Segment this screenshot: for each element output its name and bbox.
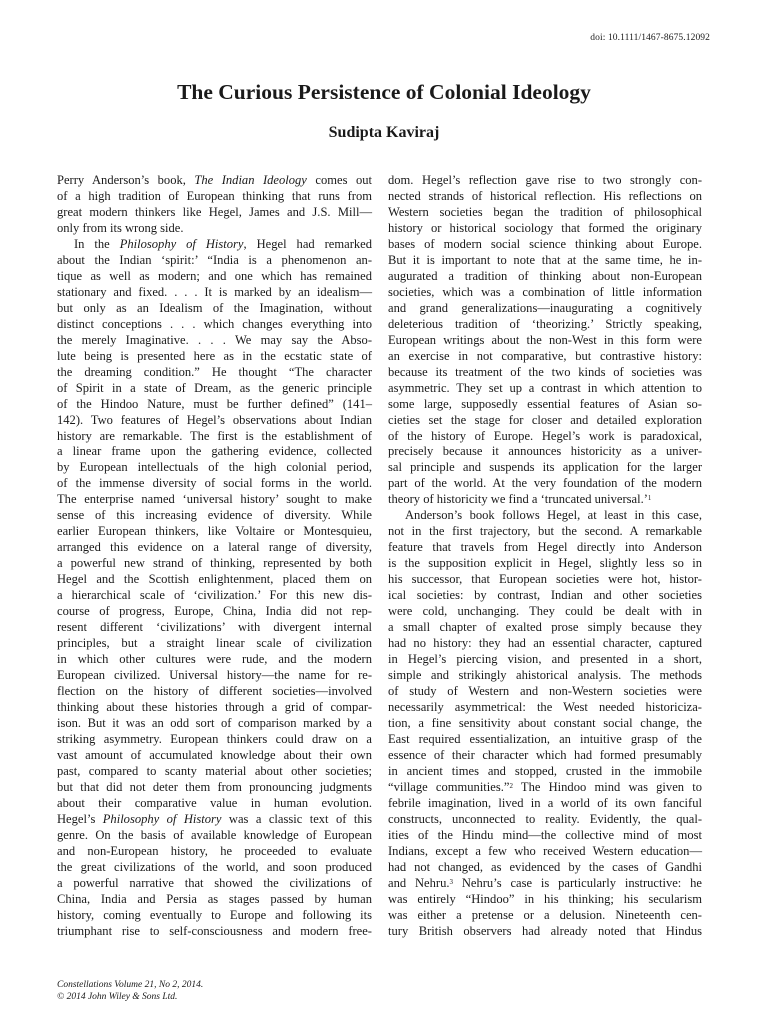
italic-title: Philosophy of History (119, 236, 244, 251)
text-line (388, 668, 702, 684)
text-line (57, 253, 372, 269)
text-line (388, 780, 702, 796)
text-segment: had no history: they had an essential character, captured (388, 636, 702, 651)
text-line (388, 173, 702, 189)
text-segment: but only as an Idealism of the Imagination, without (57, 300, 372, 315)
text-segment: tury British observers had already noted that Hindus (388, 923, 702, 938)
text-segment: deleterious tradition of ‘theorizing.’ Strictly speaking, (388, 316, 702, 331)
text-segment: dom. Hegel’s reflection gave rise to two strongly con- (388, 173, 702, 187)
text-segment: necessarily asymmetrical: the West needed historiciza- (388, 699, 702, 714)
text-line (57, 285, 372, 301)
text-segment: not in the first trajectory, but the second. A remarkable (388, 524, 702, 539)
text-line (388, 540, 702, 556)
text-line (388, 732, 702, 748)
text-segment: but that did not deter them from pronouncing judgments (57, 779, 372, 794)
text-segment: distinct conceptions . . . which changes everything into (57, 316, 372, 331)
text-line (388, 205, 702, 221)
text-line (388, 620, 702, 636)
text-segment: his successor, that European societies were hot, histor- (388, 572, 702, 587)
text-line (388, 221, 702, 237)
text-line (388, 684, 702, 700)
footnote-marker[interactable]: 3 (449, 877, 453, 886)
text-line (57, 572, 372, 588)
text-segment: precisely because it announces historicity as a univer- (388, 444, 702, 459)
text-segment: a linear frame upon the gathering evidence, collected (57, 444, 372, 459)
text-segment: principles, but a straight linear scale of civilization (57, 636, 372, 651)
text-segment: comes out (306, 173, 372, 187)
text-segment: bases of modern social science thinking about Europe. (388, 236, 702, 251)
text-segment: past, compared to scanty material about other societies; (57, 763, 372, 778)
text-line (57, 828, 372, 844)
text-segment: nected strands of historical reflection. His reflections on (388, 188, 702, 203)
text-line (57, 748, 372, 764)
text-segment: The enterprise named ‘universal history’ sought to make (57, 492, 372, 507)
text-segment: in which other cultures were rude, and the modern (57, 652, 372, 667)
text-segment: is the supposition explicit in Hegel, slightly less so in (388, 556, 702, 571)
text-segment: of the immense diversity of social forms in the world. (57, 476, 372, 491)
text-line (57, 205, 372, 221)
text-line (57, 429, 372, 445)
text-line (388, 365, 702, 381)
text-segment: arranged this evidence on a lateral range of diversity, (57, 540, 372, 555)
text-line (388, 508, 702, 524)
text-segment: Perry Anderson’s book, (57, 173, 195, 187)
article-author: Sudipta Kaviraj (328, 124, 440, 141)
text-segment: tique as well as modern; and one which has remained (57, 268, 372, 283)
text-line (388, 317, 702, 333)
text-line (57, 652, 372, 668)
text-segment: feature that travels from Hegel directly into Anderson (388, 540, 702, 555)
text-segment: of a high tradition of European thinking that runs from (57, 188, 372, 203)
text-segment: great modern thinkers like Hegel, James and J.S. Mill— (57, 204, 372, 219)
text-line (57, 189, 372, 205)
text-line (388, 876, 702, 892)
text-line (57, 636, 372, 652)
text-segment: flection on the history of different societies—involved (57, 684, 372, 698)
text-line (57, 301, 372, 317)
text-segment: Hegel and the Scottish enlightenment, placed them on (57, 572, 372, 587)
text-segment: the great civilizations of the world, and soon produced (57, 859, 372, 874)
text-segment: thinking about these histories through a grid of compar- (57, 699, 372, 714)
text-line (57, 476, 372, 492)
text-segment: 142). Two features of Hegel’s observations about Indian (57, 412, 372, 427)
text-segment: ical societies: by contrast, Indian and other societies (388, 588, 702, 603)
italic-title: Philosophy of History (102, 811, 222, 826)
text-line (57, 444, 372, 460)
text-line (57, 397, 372, 413)
text-line (388, 189, 702, 205)
text-line (388, 844, 702, 860)
footnote-marker[interactable]: 2 (509, 781, 513, 790)
text-line (57, 524, 372, 540)
text-line (388, 524, 702, 540)
text-segment: societies, which was a combination of little information (388, 284, 702, 299)
text-line (57, 876, 372, 892)
text-segment: history, coming eventually to Europe and following its (57, 907, 372, 922)
text-segment: genre. On the basis of available knowledge of European (57, 827, 372, 842)
text-segment: , Hegel had remarked (243, 236, 372, 251)
text-line (388, 333, 702, 349)
text-segment: some large, supposedly essential features of Asian so- (388, 396, 702, 411)
text-line (57, 413, 372, 429)
text-line (388, 237, 702, 253)
text-segment: The Hindoo mind was given to (512, 779, 702, 794)
text-line (388, 349, 702, 365)
text-line (388, 892, 702, 908)
footer (57, 980, 203, 1003)
text-segment: because its treatment of the two kinds of societies was (388, 364, 702, 379)
text-segment: simple and strikingly ahistorical analysis. The methods (388, 668, 702, 683)
text-segment: asymmetric. They set up a contrast in which attention to (388, 380, 702, 395)
text-segment: But it is important to note that at the same time, he in- (388, 252, 702, 267)
text-line (388, 764, 702, 780)
text-line (57, 333, 372, 349)
text-line (388, 413, 702, 429)
footer-copyright: © 2014 John Wiley & Sons Ltd. (57, 991, 178, 1002)
text-segment: was entirely “Hindoo” in his thinking; his secularism (388, 891, 702, 906)
footer-journal: Constellations Volume 21, No 2, 2014. (57, 980, 204, 990)
text-segment: China, India and Persia as stages passed by human (57, 891, 372, 906)
text-line (388, 269, 702, 285)
text-line (388, 556, 702, 572)
text-line (388, 429, 702, 445)
text-segment: febrile imagination, lived in a world of its own fanciful (388, 795, 702, 810)
text-segment: tion, a fine sensitivity about constant social change, the (388, 715, 702, 730)
text-segment: in Hegel’s piercing vision, and presented in a short, (388, 652, 702, 667)
text-line (388, 700, 702, 716)
text-segment: augurated a tradition of thinking about non-European (388, 268, 702, 283)
text-segment: and Nehru. (388, 875, 450, 890)
text-segment: about the Indian ‘spirit:’ “India is a phenomenon an- (57, 252, 372, 267)
text-line (388, 397, 702, 413)
text-segment: were cold, unchanging. They could be dealt with in (388, 604, 702, 619)
text-segment: had not changed, as evidenced by the cases of Gandhi (388, 859, 702, 874)
text-line (388, 748, 702, 764)
text-segment: a powerful new strand of thinking, represented by both (57, 556, 372, 571)
text-line (388, 492, 702, 508)
text-line (57, 365, 372, 381)
text-line (57, 492, 372, 508)
text-line (57, 237, 372, 253)
text-segment: triumphant rise to self-consciousness and modern free- (57, 923, 372, 938)
text-segment: stationary and fixed. . . . It is marked by an idealism— (57, 284, 372, 299)
text-segment: European writings about the non-West in this form were (388, 332, 702, 347)
text-segment: Hegel’s (57, 811, 103, 826)
text-segment: a small chapter of exalted prose simply because they (388, 620, 702, 635)
text-line (57, 620, 372, 636)
text-segment: earlier European thinkers, like Voltaire or Montesquieu, (57, 524, 372, 539)
text-segment: of Spirit in a state of Dream, as the generic principle (57, 380, 372, 395)
text-line (57, 173, 372, 189)
text-segment: a hierarchical scale of ‘civilization.’ For this new dis- (57, 588, 372, 603)
text-line (57, 796, 372, 812)
text-segment: was a classic text of this (221, 811, 372, 826)
text-line (388, 716, 702, 732)
text-line (57, 269, 372, 285)
text-line (57, 764, 372, 780)
text-segment: constructs, unconnected to reality. Evidently, the qual- (388, 811, 702, 826)
article-title: The Curious Persistence of Colonial Ideology (177, 80, 591, 104)
text-segment: of study of Western and non-Western societies were (388, 684, 702, 698)
text-line (388, 444, 702, 460)
text-line (57, 860, 372, 876)
text-segment: East required essentialization, an intuitive grasp of the (388, 731, 702, 746)
text-line (57, 604, 372, 620)
text-segment: lute being is presented here as in the ecstatic state of (57, 348, 372, 363)
text-line (388, 796, 702, 812)
left-column (57, 173, 372, 940)
text-segment: ison. But it was an odd sort of comparison marked by a (57, 715, 372, 730)
text-line (57, 588, 372, 604)
text-line (57, 844, 372, 860)
text-line (57, 540, 372, 556)
text-line (57, 381, 372, 397)
text-segment: about their comparative value in human evolution. (57, 795, 372, 810)
text-line (57, 684, 372, 700)
text-segment: an exercise in not comparative, but contrastive history: (388, 348, 702, 363)
text-line (388, 381, 702, 397)
text-line (57, 508, 372, 524)
text-line (388, 588, 702, 604)
text-line (57, 716, 372, 732)
text-line (57, 780, 372, 796)
text-line (57, 349, 372, 365)
text-line (388, 860, 702, 876)
right-column (388, 173, 702, 940)
text-segment: only from its wrong side. (57, 220, 184, 235)
text-segment: was either a pretense or a delusion. Nineteenth cen- (388, 907, 702, 922)
text-segment: history are remarkable. The first is the establishment of (57, 428, 372, 443)
text-segment: essence of their character which had formed presumably (388, 747, 702, 762)
text-segment: in ancient times and stopped, crusted in the immobile (388, 763, 702, 778)
text-segment: history or historical sociology that formed the originary (388, 220, 702, 235)
text-line (57, 317, 372, 333)
text-segment: and non-European history, he proceeded to evaluate (57, 843, 372, 858)
text-segment: Western societies began the tradition of philosophical (388, 204, 702, 219)
text-line (57, 556, 372, 572)
text-segment: and grand generalizations—inaugurating a cognitively (388, 300, 702, 315)
doi-label: doi: 10.1111/1467-8675.12092 (590, 33, 710, 43)
text-line (57, 668, 372, 684)
text-line (57, 732, 372, 748)
text-segment: of the history of Europe. Hegel’s work is paradoxical, (388, 428, 702, 443)
text-segment: Indians, except a few who received Western education— (388, 843, 702, 858)
text-line (388, 476, 702, 492)
text-segment: a powerful narrative that showed the civilizations of (57, 875, 372, 890)
text-line (388, 828, 702, 844)
text-segment: In the (74, 236, 120, 251)
text-segment: course of progress, Europe, China, India did not rep- (57, 604, 372, 619)
text-line (57, 221, 372, 237)
text-segment: sense of this increasing evidence of diversity. While (57, 508, 372, 523)
text-segment: of the Hindoo Nature, must be further defined” (141– (57, 396, 372, 411)
text-line (57, 908, 372, 924)
text-line (57, 812, 372, 828)
text-line (57, 460, 372, 476)
text-segment: by European intellectuals of the high colonial period, (57, 460, 372, 475)
text-line (388, 652, 702, 668)
italic-title: The Indian Ideology (194, 173, 307, 187)
text-segment: the dreaming condition.” He thought “The character (57, 364, 372, 379)
text-line (388, 604, 702, 620)
text-segment: theory of historicity we find a ‘truncated universal.’ (388, 492, 648, 507)
text-line (388, 924, 702, 940)
text-line (57, 892, 372, 908)
text-line (57, 700, 372, 716)
text-line (388, 285, 702, 301)
text-segment: vast amount of accumulated knowledge about their own (57, 747, 372, 762)
text-segment: Anderson’s book follows Hegel, at least in this case, (405, 508, 702, 523)
text-line (388, 636, 702, 652)
text-segment: European civilized. Universal history—the name for re- (57, 668, 372, 683)
text-segment: the merely Imaginative. . . . We may say the Abso- (57, 332, 372, 347)
text-segment: resent different ‘civilizations’ with divergent internal (57, 620, 372, 635)
text-line (388, 812, 702, 828)
text-line (388, 253, 702, 269)
text-segment: ities of the Hindu mind—the collective mind of most (388, 827, 702, 842)
text-segment: “village communities.” (388, 779, 510, 794)
text-line (57, 924, 372, 940)
text-segment: part of the world. At the very foundation of the modern (388, 476, 702, 491)
text-segment: Nehru’s case is particularly instructive: he (452, 875, 702, 890)
text-segment: cieties set the stage for closer and detailed exploration (388, 412, 702, 427)
text-line (388, 460, 702, 476)
text-segment: sal principle and suspends its application for the larger (388, 460, 702, 475)
footnote-marker[interactable]: 1 (647, 494, 652, 503)
text-line (388, 301, 702, 317)
text-line (388, 908, 702, 924)
text-segment: striking asymmetry. European thinkers could draw on a (57, 731, 372, 746)
text-line (388, 572, 702, 588)
